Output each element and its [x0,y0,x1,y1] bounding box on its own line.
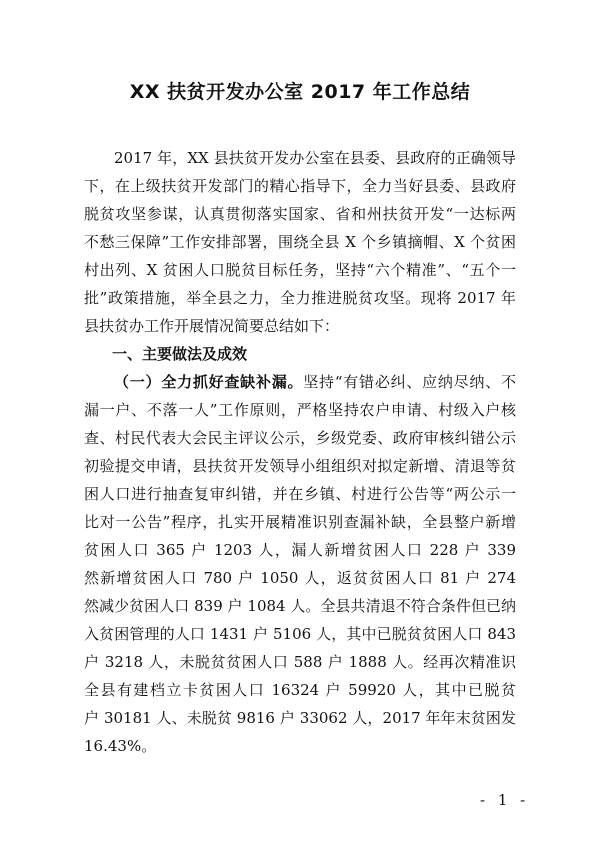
paragraph-line: 村出列、X 贫困人口脱贫目标任务，坚持“六个精准”、“五个一 [84,261,516,279]
paragraph-line: 不愁三保障”工作安排部署，围绕全县 X 个乡镇摘帽、X 个贫困 [84,233,516,251]
paragraph-line: 批”政策措施，举全县之力，全力推进脱贫攻坚。现将 2017 年 [84,289,516,307]
page-number: - 1 - [480,791,530,809]
document-title: XX 扶贫开发办公室 2017 年工作总结 [129,81,471,103]
document-body [84,144,516,760]
paragraph-line: 然减少贫困人口 839 户 1084 人。全县共清退不符合条件但已纳 [84,597,516,615]
paragraph-line: 户 30181 人、未脱贫 9816 户 33062 人，2017 年年末贫困发 [84,709,516,727]
paragraph-line: 困人口进行抽查复审纠错，并在乡镇、村进行公告等“两公示一 [84,485,516,503]
paragraph-text: 坚持“有错必纠、应纳尽纳、不 [303,373,516,391]
paragraph-line: 比对一公告”程序，扎实开展精准识别查漏补缺，全县整户新增 [84,513,516,531]
paragraph-line: 户 3218 人，未脱贫贫困人口 588 户 1888 人。经再次精准识 [84,653,516,671]
paragraph-first-line [84,368,516,396]
paragraph-line: 贫困人口 365 户 1203 人，漏人新增贫困人口 228 户 339 [84,541,516,559]
paragraph-line: 下，在上级扶贫开发部门的精心指导下，全力当好县委、县政府 [84,177,516,195]
paragraph-line: 入贫困管理的人口 1431 户 5106 人，其中已脱贫贫困人口 843 [84,625,516,643]
paragraph-line: 漏一户、不落一人”工作原则，严格坚持农户申请、村级入户核 [84,401,516,419]
paragraph-line: 初验提交申请，县扶贫开发领导小组组织对拟定新增、清退等贫 [84,457,516,475]
paragraph-line: 县扶贫办工作开展情况简要总结如下： [84,317,340,335]
section-heading: 一、主要做法及成效 [112,345,248,363]
paragraph-line: 全县有建档立卡贫困人口 16324 户 59920 人，其中已脱贫 [84,681,516,699]
paragraph-line: 2017 年，XX 县扶贫开发办公室在县委、县政府的正确领导 [114,149,516,167]
subsection-heading: （一）全力抓好查缺补漏。 [114,373,304,391]
paragraph-line: 查、村民代表大会民主评议公示，乡级党委、政府审核纠错公示 [84,429,516,447]
section-paragraph [84,368,516,760]
paragraph-line: 脱贫攻坚参谋，认真贯彻落实国家、省和州扶贫开发“一达标两 [84,205,516,223]
paragraph-line: 16.43%。 [84,737,157,755]
paragraph-line: 然新增贫困人口 780 户 1050 人，返贫贫困人口 81 户 274 [84,569,516,587]
intro-paragraph [84,144,516,340]
